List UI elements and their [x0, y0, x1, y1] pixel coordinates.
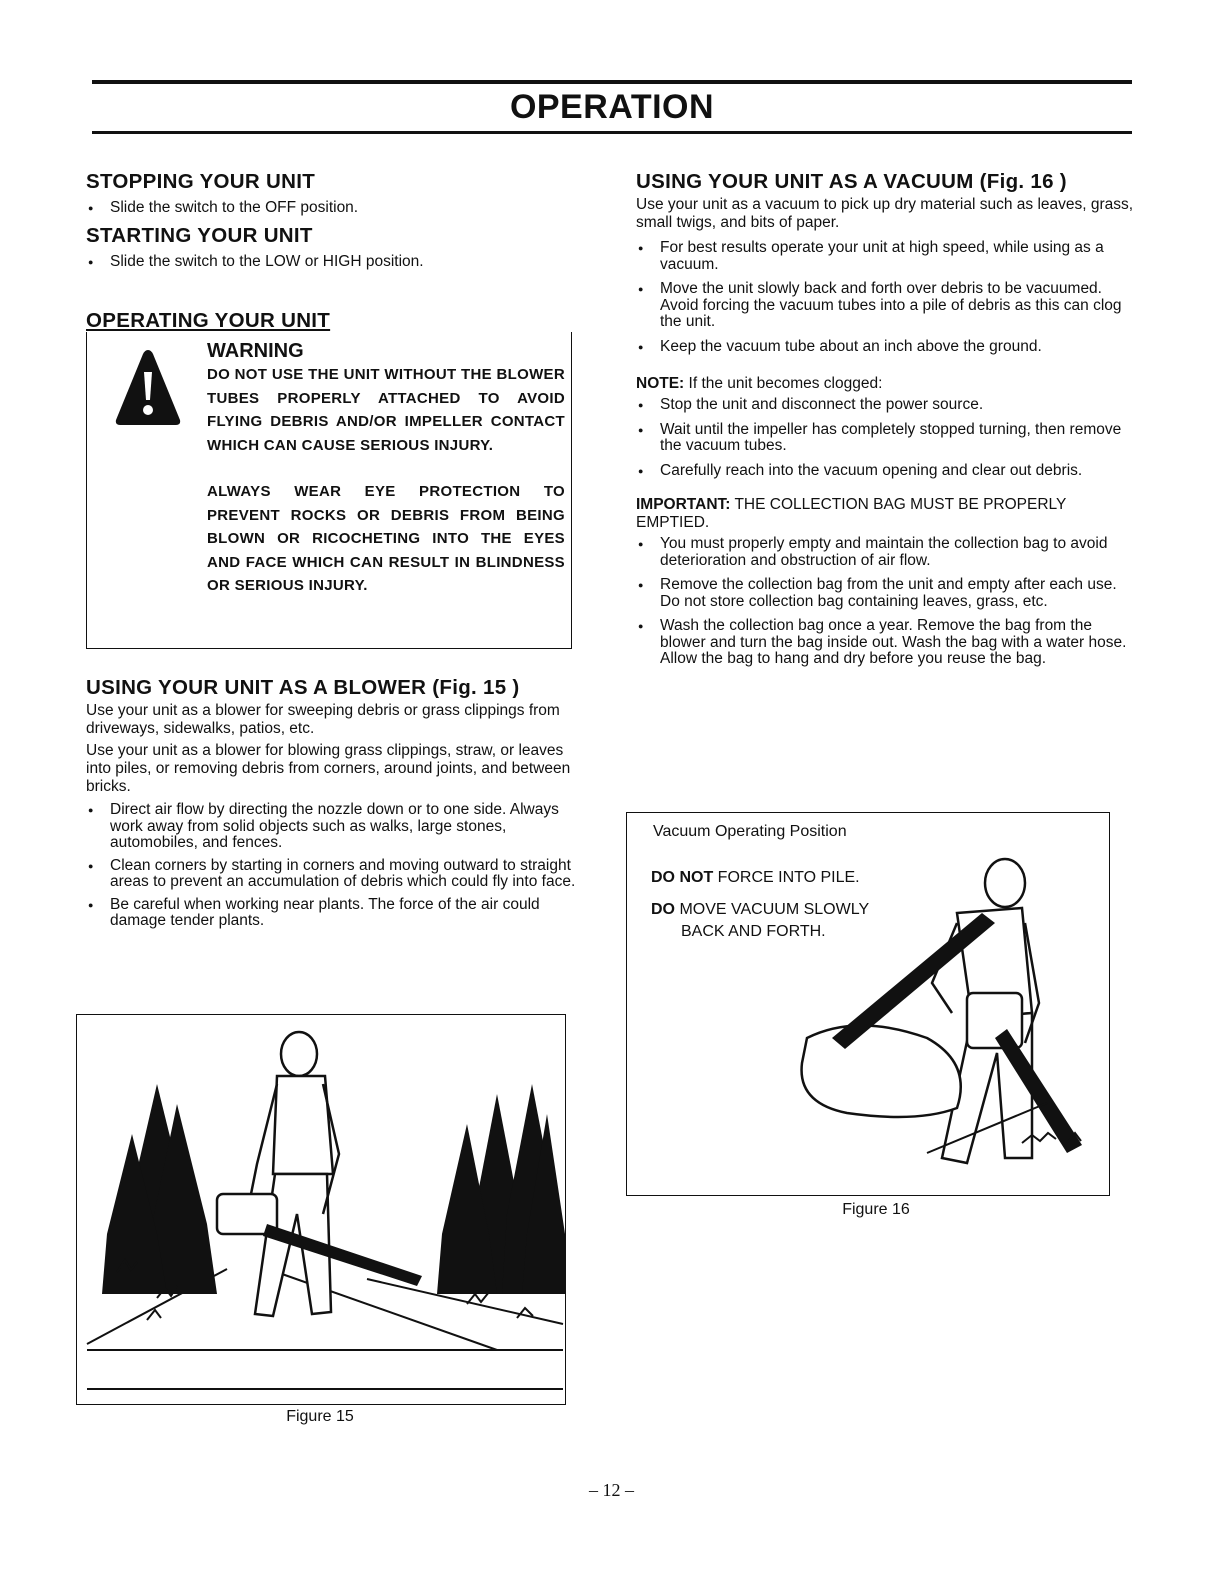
- list-item: ● Slide the switch to the OFF position.: [86, 200, 586, 217]
- header-bottom-rule: [92, 131, 1132, 134]
- warning-title: WARNING: [207, 340, 304, 362]
- vacuum-intro: Use your unit as a vacuum to pick up dry material such as leaves, grass, small twigs, and bits of paper.: [636, 196, 1134, 231]
- list-item: ● For best results operate your unit at high speed, while using as a vacuum.: [636, 240, 1136, 273]
- list-item: ● Remove the collection bag from the unit and empty after each use. Do not store collection bag containing leaves, grass, etc.: [636, 577, 1136, 610]
- stopping-list: [86, 200, 586, 217]
- note-line: [636, 375, 1136, 393]
- important-label: IMPORTANT:: [636, 496, 731, 513]
- page-number: – 12 –: [589, 1480, 634, 1500]
- do-not-label: DO NOT: [651, 869, 714, 886]
- blower-heading: USING YOUR UNIT AS A BLOWER (Fig. 15 ): [86, 676, 520, 699]
- figure-15-box: [76, 1014, 566, 1405]
- important-line: [636, 496, 1136, 532]
- operating-section: [86, 309, 586, 649]
- blower-paragraph-2: Use your unit as a blower for blowing grass clippings, straw, or leaves into piles, or removing debris from corners, around joints, and between bricks.: [86, 742, 571, 795]
- blower-paragraph-1: Use your unit as a blower for sweeping debris or grass clippings from driveways, sidewalks, patios, etc.: [86, 702, 560, 737]
- note-label: NOTE:: [636, 375, 685, 392]
- figure-16-line-3: BACK AND FORTH.: [681, 923, 826, 940]
- note-text: If the unit becomes clogged:: [688, 375, 883, 392]
- figure-16-caption: Figure 16: [842, 1201, 910, 1218]
- stopping-section: [86, 170, 586, 217]
- important-text: THE COLLECTION BAG MUST BE PROPERLY EMPTIED.: [636, 496, 1067, 531]
- list-item: ● You must properly empty and maintain the collection bag to avoid deterioration and obstruction of air flow.: [636, 536, 1136, 569]
- starting-list: [86, 254, 586, 271]
- starting-section: [86, 224, 586, 271]
- list-item: ● Keep the vacuum tube about an inch above the ground.: [636, 339, 1136, 356]
- header-top-rule: [92, 80, 1132, 84]
- warning-content: [207, 340, 565, 598]
- list-item: ● Carefully reach into the vacuum opening and clear out debris.: [636, 463, 1136, 480]
- list-item: ● Be careful when working near plants. The force of the air could damage tender plants.: [86, 897, 586, 930]
- list-item: ● Clean corners by starting in corners and moving outward to straight areas to prevent an accumulation of debris which could fly into face.: [86, 858, 586, 891]
- blower-list: [86, 802, 586, 930]
- page-title: OPERATION: [509, 88, 715, 126]
- list-item: ● Move the unit slowly back and forth over debris to be vacuumed. Avoid forcing the vacuum tubes into a pile of debris as this can clog the unit.: [636, 281, 1136, 331]
- operating-heading: OPERATING YOUR UNIT: [86, 309, 331, 332]
- vacuum-heading: USING YOUR UNIT AS A VACUUM (Fig. 16 ): [636, 170, 1067, 193]
- vacuum-illustration: [627, 813, 1109, 1195]
- blower-section: [86, 676, 586, 930]
- warning-paragraph-1: DO NOT USE THE UNIT WITHOUT THE BLOWER TUBES PROPERLY ATTACHED TO AVOID FLYING DEBRIS AND/OR IMPELLER CONTACT WHICH CAN CAUSE SERIOUS INJURY.: [207, 366, 565, 454]
- vacuum-list: [636, 240, 1136, 355]
- list-item: ● Slide the switch to the LOW or HIGH position.: [86, 254, 586, 271]
- do-label: DO: [651, 901, 675, 918]
- right-column: [636, 170, 1136, 668]
- figure-16-box: [626, 812, 1110, 1196]
- blower-illustration: [77, 1014, 565, 1404]
- warning-box: [86, 332, 572, 649]
- warning-paragraph-2: ALWAYS WEAR EYE PROTECTION TO PREVENT ROCKS OR DEBRIS FROM BEING BLOWN OR RICOCHETING INTO THE EYES AND FACE WHICH CAN RESULT IN BLINDNESS OR SERIOUS INJURY.: [207, 483, 565, 594]
- stopping-heading: STOPPING YOUR UNIT: [86, 170, 316, 193]
- left-column: [86, 170, 586, 930]
- list-item: ● Stop the unit and disconnect the power source.: [636, 397, 1136, 414]
- note-list: [636, 397, 1136, 479]
- do-not-text: FORCE INTO PILE.: [717, 869, 860, 886]
- important-list: [636, 536, 1136, 668]
- figure-15-caption: Figure 15: [286, 1408, 354, 1425]
- figure-16-title: Vacuum Operating Position: [653, 823, 847, 840]
- list-item: ● Wash the collection bag once a year. Remove the bag from the blower and turn the bag inside out. Wash the bag with a water hose. Allow the bag to hang and dry before you reuse the bag.: [636, 618, 1136, 668]
- warning-triangle-icon: [113, 346, 183, 433]
- starting-heading: STARTING YOUR UNIT: [86, 223, 313, 247]
- list-item: ● Wait until the impeller has completely stopped turning, then remove the vacuum tubes.: [636, 422, 1136, 455]
- list-item: ● Direct air flow by directing the nozzle down or to one side. Always work away from solid objects such as walks, large stones, automobiles, and fences.: [86, 802, 586, 852]
- do-text: MOVE VACUUM SLOWLY: [679, 901, 870, 918]
